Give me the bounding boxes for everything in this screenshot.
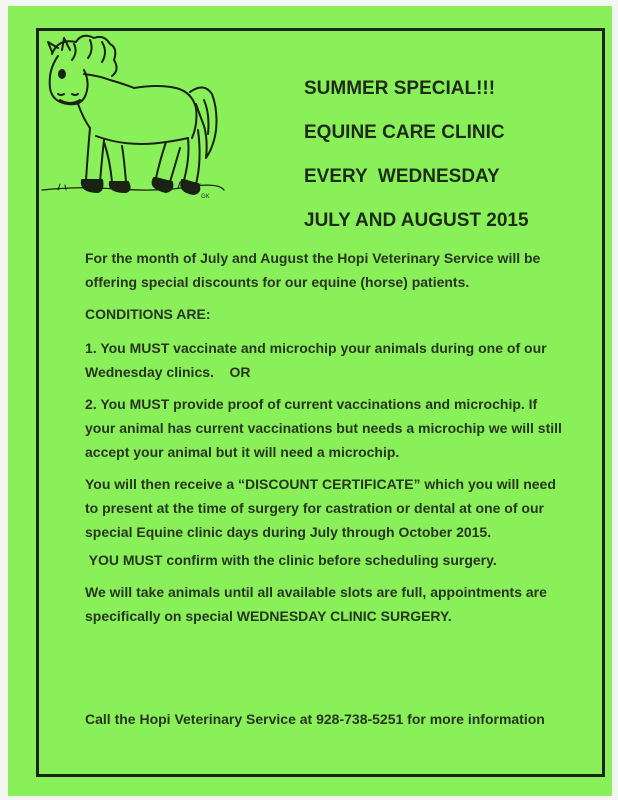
heading-dates: JULY AND AUGUST 2015	[304, 210, 529, 231]
contact-footer: Call the Hopi Veterinary Service at 928-738-5251 for more information	[85, 711, 545, 727]
heading-day: EVERY WEDNESDAY	[304, 166, 500, 187]
flyer-sheet	[8, 6, 612, 796]
intro-paragraph: For the month of July and August the Hopi Veterinary Service will be offering special discounts for our equine (horse) patients.	[85, 250, 541, 290]
discount-certificate-paragraph: You will then receive a “DISCOUNT CERTIFICATE” which you will need to present at the time of surgery for castration or dental at one of our special Equine clinic days during July through October 2015.	[85, 476, 556, 540]
heading-summer-special: SUMMER SPECIAL!!!	[304, 78, 496, 99]
condition-two: 2. You MUST provide proof of current vaccinations and microchip. If your animal has current vaccinations but needs a microchip we will still accept your animal but it will need a microchip.	[85, 396, 562, 460]
illustration-initials: GK	[201, 194, 210, 200]
heading-clinic-name: EQUINE CARE CLINIC	[304, 122, 505, 143]
condition-one: 1. You MUST vaccinate and microchip your animals during one of our Wednesday clinics. OR	[85, 340, 551, 380]
confirm-notice: YOU MUST confirm with the clinic before scheduling surgery.	[85, 552, 497, 568]
pony-illustration	[38, 30, 228, 215]
appointments-paragraph: We will take animals until all available slots are full, appointments are specifically on special WEDNESDAY CLINIC SURGERY.	[85, 584, 547, 624]
conditions-heading: CONDITIONS ARE:	[85, 306, 211, 322]
